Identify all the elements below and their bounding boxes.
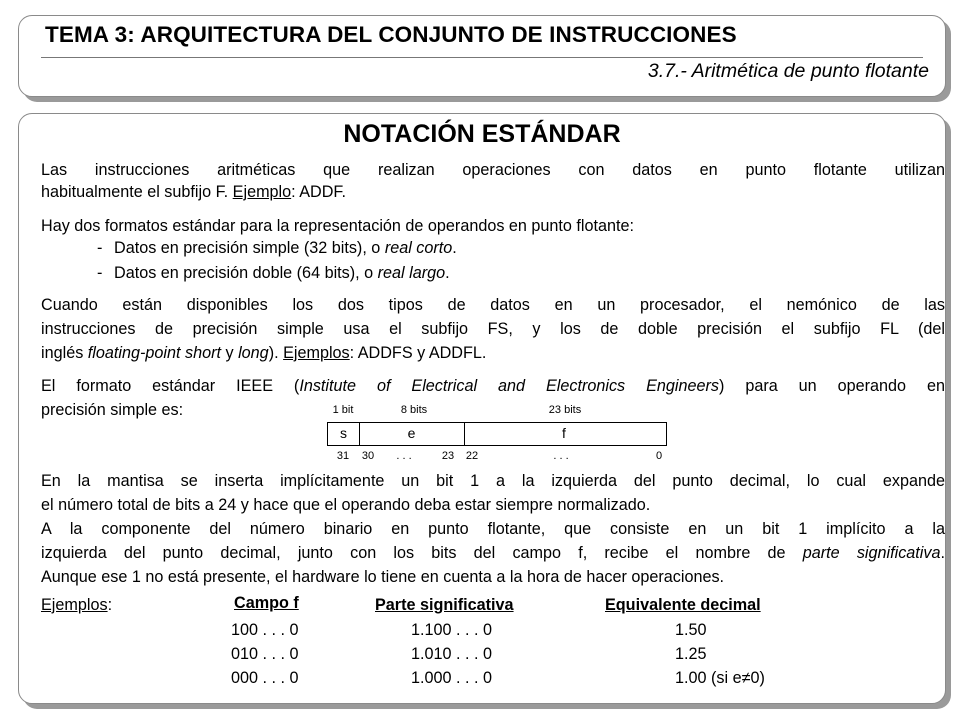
table-cell: 010 . . . 0 — [231, 645, 299, 663]
width-label-exponent: 8 bits — [400, 404, 428, 416]
paragraph-1-line-1: Las instrucciones aritméticas que realizan operaciones con datos en punto flotante utilizan — [41, 161, 945, 179]
table-cell: 1.100 . . . 0 — [411, 621, 492, 639]
field-sign: s — [340, 425, 347, 441]
paragraph-5-line-2: el número total de bits a 24 y hace que el operando deba estar siempre normalizado. — [41, 496, 651, 514]
paragraph-1-line-2: habitualmente el subfijo F. Ejemplo: ADDF. — [41, 183, 347, 201]
paragraph-2-intro: Hay dos formatos estándar para la representación de operandos en punto flotante: — [41, 217, 635, 235]
column-header-campo-f: Campo f — [234, 594, 299, 612]
list-item-double-precision: - Datos en precisión doble (64 bits), o real largo. — [97, 264, 450, 282]
list-item-simple-precision: - Datos en precisión simple (32 bits), o real corto. — [97, 239, 457, 257]
bit-label: . . . — [396, 450, 412, 462]
bit-label: 0 — [655, 450, 663, 462]
table-cell: 1.010 . . . 0 — [411, 645, 492, 663]
column-header-equivalente-decimal: Equivalente decimal — [605, 596, 761, 614]
table-cell: 1.50 — [675, 621, 707, 639]
ieee-format-box — [327, 422, 667, 446]
paragraph-6-line-3: Aunque ese 1 no está presente, el hardware lo tiene en cuenta a la hora de hacer operaciones. — [41, 568, 725, 586]
table-cell: 1.00 (si e≠0) — [675, 669, 765, 687]
examples-label: Ejemplos — [283, 344, 350, 362]
paragraph-3-line-3: inglés floating-point short y long). Ejemplos: ADDFS y ADDFL. — [41, 344, 487, 362]
paragraph-4-line-1: El formato estándar IEEE (Institute of Electrical and Electronics Engineers) para un operando en — [41, 377, 945, 395]
course-title: TEMA 3: ARQUITECTURA DEL CONJUNTO DE INSTRUCCIONES — [45, 22, 737, 47]
table-cell: 1.000 . . . 0 — [411, 669, 492, 687]
field-fraction: f — [562, 425, 566, 441]
example-label: Ejemplo — [232, 183, 292, 201]
bit-label: 23 — [441, 450, 455, 462]
column-header-parte-significativa: Parte significativa — [375, 596, 514, 614]
paragraph-6-line-2: izquierda del punto decimal, junto con los bits del campo f, recibe el nombre de parte significativa. — [41, 544, 945, 562]
bit-label: 31 — [336, 450, 350, 462]
header-panel — [18, 15, 946, 97]
paragraph-4-line-2: precisión simple es: — [41, 401, 184, 419]
content-title: NOTACIÓN ESTÁNDAR — [343, 120, 621, 148]
section-title: 3.7.- Aritmética de punto flotante — [647, 60, 929, 82]
header-divider — [41, 57, 923, 58]
bit-label: 22 — [465, 450, 479, 462]
paragraph-3-line-2: instrucciones de precisión simple usa el subfijo FS, y los de doble precisión el subfijo FL (del — [41, 320, 945, 338]
bit-label: . . . — [553, 450, 569, 462]
width-label-fraction: 23 bits — [548, 404, 582, 416]
table-cell: 1.25 — [675, 645, 707, 663]
table-cell: 000 . . . 0 — [231, 669, 299, 687]
paragraph-5-line-1: En la mantisa se inserta implícitamente un bit 1 a la izquierda del punto decimal, lo cual expande — [41, 472, 945, 490]
field-exponent: e — [407, 425, 416, 441]
content-panel — [18, 113, 946, 704]
paragraph-3-line-1: Cuando están disponibles los dos tipos de datos en un procesador, el nemónico de las — [41, 296, 945, 314]
examples-table-label: Ejemplos: — [41, 596, 113, 614]
width-label-sign: 1 bit — [332, 404, 354, 416]
bit-label: 30 — [361, 450, 375, 462]
paragraph-6-line-1: A la componente del número binario en punto flotante, que consiste en un bit 1 implícito a la — [41, 520, 945, 538]
table-cell: 100 . . . 0 — [231, 621, 299, 639]
